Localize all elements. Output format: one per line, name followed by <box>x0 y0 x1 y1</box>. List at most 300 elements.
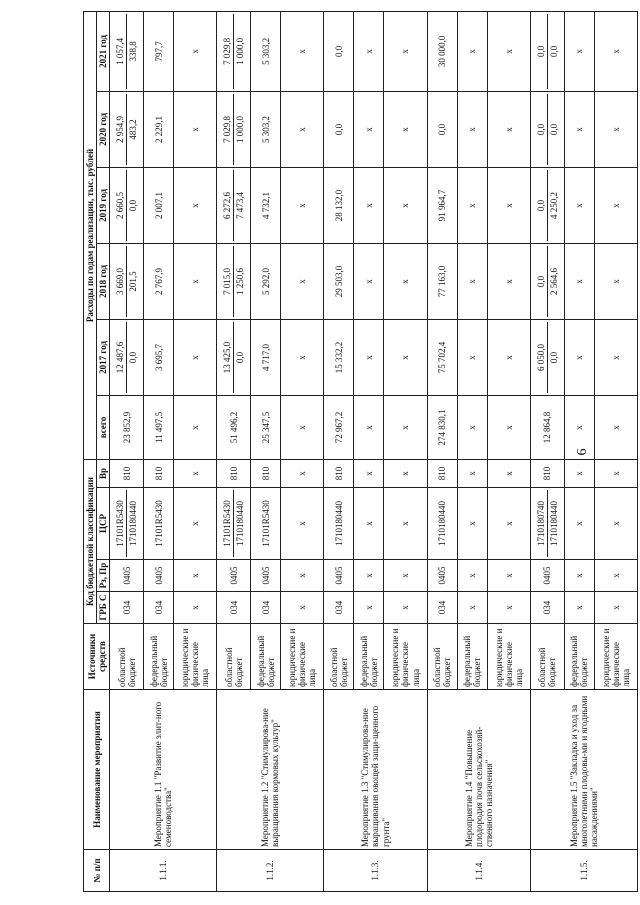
total-cell: 25 347,5 <box>251 395 281 459</box>
year-value: x <box>467 279 478 284</box>
grbs-cell: x <box>457 592 487 624</box>
measure-name: Мероприятие 1.3 "Стимулирова-ние выращивания овощей защи-щенного грунта" <box>324 690 427 850</box>
header-expense-group: Расходы по годам реализации, тыс. рублей <box>84 11 97 459</box>
year-value: x <box>503 49 514 54</box>
rzpr-cell: 0405 <box>324 560 354 592</box>
year-value: x <box>297 355 308 360</box>
year-value: x <box>503 203 514 208</box>
year-value: x <box>467 203 478 208</box>
csr-cell <box>594 488 637 560</box>
year-value: 1 000,0 <box>235 37 246 65</box>
grbs-cell: 034 <box>324 592 354 624</box>
year-value: 7 015,0 <box>221 246 234 317</box>
year-value: x <box>363 355 374 360</box>
rzpr-cell: 0405 <box>427 560 457 592</box>
year-cell <box>281 243 324 319</box>
year-cell <box>564 167 594 243</box>
measure-name: Мероприятие 1.1 "Развитие элит-ного семеноводства" <box>110 690 217 850</box>
year-cell <box>487 319 530 395</box>
rzpr-cell: 0405 <box>251 560 281 592</box>
grbs-cell: x <box>594 592 637 624</box>
csr-cell <box>144 488 174 560</box>
measure-number: 1.1.2. <box>217 850 324 892</box>
csr-value: 1710180440 <box>333 501 344 546</box>
year-cell <box>594 11 637 91</box>
year-cell <box>530 319 564 395</box>
year-value: 1 000,0 <box>235 115 246 143</box>
year-cell <box>457 91 487 167</box>
vr-cell: x <box>354 459 384 487</box>
csr-cell <box>564 488 594 560</box>
year-value: x <box>400 127 411 132</box>
year-cell <box>487 167 530 243</box>
source-cell: юридические и физические лица <box>384 624 427 690</box>
measure-number: 1.1.4. <box>427 850 530 892</box>
year-cell <box>281 91 324 167</box>
year-value: 6 272,6 <box>221 170 234 241</box>
source-cell: областной бюджет <box>530 624 564 690</box>
year-value: 0,0 <box>548 351 559 364</box>
header-rzpr: Рз, Пр <box>97 560 110 592</box>
csr-cell <box>427 488 457 560</box>
year-cell <box>487 91 530 167</box>
header-year-2018: 2018 год <box>97 243 110 319</box>
year-value: x <box>574 49 585 54</box>
year-cell <box>144 11 174 91</box>
year-cell <box>384 91 427 167</box>
year-value: x <box>610 127 621 132</box>
year-cell <box>457 243 487 319</box>
rzpr-cell: x <box>384 560 427 592</box>
rzpr-cell: x <box>564 560 594 592</box>
rzpr-cell: 0405 <box>110 560 144 592</box>
header-year-2017: 2017 год <box>97 319 110 395</box>
year-value: x <box>574 127 585 132</box>
year-value: x <box>190 49 201 54</box>
vr-cell: 810 <box>217 459 251 487</box>
table-row <box>324 11 354 891</box>
year-cell <box>530 243 564 319</box>
year-cell <box>144 243 174 319</box>
csr-cell <box>457 488 487 560</box>
year-cell <box>251 11 281 91</box>
year-value: 29 503,0 <box>333 265 344 298</box>
year-cell <box>530 91 564 167</box>
year-cell <box>564 319 594 395</box>
year-value: x <box>190 355 201 360</box>
total-cell: x <box>354 395 384 459</box>
year-cell <box>427 11 457 91</box>
year-cell <box>217 243 251 319</box>
year-cell <box>174 91 217 167</box>
table-row <box>530 11 564 891</box>
year-cell <box>217 319 251 395</box>
year-value: x <box>503 127 514 132</box>
csr-cell <box>110 488 144 560</box>
year-value: 4 717,0 <box>260 343 271 371</box>
year-cell <box>354 11 384 91</box>
vr-cell: x <box>564 459 594 487</box>
year-cell <box>110 167 144 243</box>
total-cell: x <box>384 395 427 459</box>
total-cell: 12 864,8 <box>530 395 564 459</box>
grbs-cell: 034 <box>217 592 251 624</box>
year-cell <box>457 11 487 91</box>
header-vr: Вр <box>97 459 110 487</box>
source-cell: федеральный бюджет <box>457 624 487 690</box>
csr-cell <box>324 488 354 560</box>
year-value: x <box>400 279 411 284</box>
year-value: x <box>190 127 201 132</box>
year-cell <box>457 319 487 395</box>
year-value: x <box>400 203 411 208</box>
year-value: 2 767,9 <box>153 267 164 295</box>
vr-cell: x <box>594 459 637 487</box>
year-cell <box>217 91 251 167</box>
year-value: 483,2 <box>128 119 139 140</box>
year-value: x <box>574 355 585 360</box>
year-cell <box>110 11 144 91</box>
year-cell <box>487 11 530 91</box>
header-num: № п/п <box>84 850 110 892</box>
year-cell <box>427 167 457 243</box>
vr-cell: 810 <box>110 459 144 487</box>
year-cell <box>281 167 324 243</box>
year-value: x <box>574 279 585 284</box>
year-value: 4 732,1 <box>260 191 271 219</box>
year-value: 2 564,6 <box>548 267 559 295</box>
header-source: Источники средств <box>84 624 110 690</box>
year-cell <box>251 167 281 243</box>
year-value: 0,0 <box>333 123 344 136</box>
total-cell: x <box>487 395 530 459</box>
csr-value: x <box>574 521 585 526</box>
total-cell: 72 967,2 <box>324 395 354 459</box>
year-value: 2 660,5 <box>114 170 127 241</box>
year-value: 0,0 <box>535 14 548 89</box>
source-cell: федеральный бюджет <box>144 624 174 690</box>
year-cell <box>594 167 637 243</box>
grbs-cell: x <box>174 592 217 624</box>
year-value: x <box>467 355 478 360</box>
rzpr-cell: x <box>174 560 217 592</box>
year-cell <box>427 91 457 167</box>
page-number: 6 <box>575 448 590 456</box>
csr-value: 17101R5430 <box>221 490 234 557</box>
year-cell <box>110 91 144 167</box>
vr-cell: 810 <box>324 459 354 487</box>
year-value: x <box>190 279 201 284</box>
total-cell: 11 497,5 <box>144 395 174 459</box>
total-cell: x <box>564 395 594 459</box>
source-cell: федеральный бюджет <box>354 624 384 690</box>
table-row <box>110 11 144 891</box>
source-cell: федеральный бюджет <box>564 624 594 690</box>
header-grbs: ГРБ С <box>97 592 110 624</box>
csr-value: 1710180740 <box>535 490 548 557</box>
header-code-group: Код бюджетной классификации <box>84 459 97 623</box>
csr-value: x <box>297 521 308 526</box>
vr-cell: x <box>487 459 530 487</box>
year-value: 2 954,9 <box>114 94 127 165</box>
total-cell: x <box>281 395 324 459</box>
year-cell <box>564 243 594 319</box>
grbs-cell: x <box>384 592 427 624</box>
year-value: 5 303,2 <box>260 37 271 65</box>
year-cell <box>217 11 251 91</box>
csr-value: x <box>610 521 621 526</box>
csr-cell <box>281 488 324 560</box>
year-cell <box>251 319 281 395</box>
grbs-cell: 034 <box>144 592 174 624</box>
csr-cell <box>530 488 564 560</box>
csr-cell <box>487 488 530 560</box>
year-value: 0,0 <box>128 351 139 364</box>
year-value: x <box>400 355 411 360</box>
csr-cell <box>217 488 251 560</box>
year-cell <box>324 91 354 167</box>
year-value: x <box>610 355 621 360</box>
total-cell: x <box>457 395 487 459</box>
header-year-2019: 2019 год <box>97 167 110 243</box>
year-cell <box>354 91 384 167</box>
measure-number: 1.1.1. <box>110 850 217 892</box>
year-value: 1 250,6 <box>235 267 246 295</box>
year-value: 201,5 <box>128 271 139 292</box>
csr-value: 1710180440 <box>128 501 139 546</box>
rzpr-cell: 0405 <box>144 560 174 592</box>
year-cell <box>354 167 384 243</box>
year-cell <box>281 319 324 395</box>
year-cell <box>594 319 637 395</box>
year-value: x <box>297 49 308 54</box>
year-value: x <box>610 279 621 284</box>
year-value: 797,7 <box>153 41 164 62</box>
year-cell <box>354 243 384 319</box>
measure-name: Мероприятие 1.5 "Закладка и уход за многолетними плодовы-ми и ягодными насаждениями" <box>530 690 637 850</box>
source-cell: областной бюджет <box>427 624 457 690</box>
year-value: x <box>400 49 411 54</box>
vr-cell: 810 <box>251 459 281 487</box>
header-year-2020: 2020 год <box>97 91 110 167</box>
year-value: x <box>363 203 374 208</box>
year-cell <box>110 243 144 319</box>
year-cell <box>144 167 174 243</box>
year-cell <box>530 11 564 91</box>
year-value: 0,0 <box>535 246 548 317</box>
year-value: x <box>363 279 374 284</box>
year-value: x <box>610 49 621 54</box>
year-value: 0,0 <box>548 123 559 136</box>
year-value: 0,0 <box>548 45 559 58</box>
year-value: x <box>297 127 308 132</box>
vr-cell: 810 <box>530 459 564 487</box>
csr-cell <box>384 488 427 560</box>
year-cell <box>324 167 354 243</box>
source-cell: юридические и физические лица <box>281 624 324 690</box>
total-cell: x <box>174 395 217 459</box>
measure-name: Мероприятие 1.4 "Повышение плодородия почв сельскохозяй-ственного назначения" <box>427 690 530 850</box>
csr-cell <box>354 488 384 560</box>
rzpr-cell: x <box>354 560 384 592</box>
source-cell: областной бюджет <box>324 624 354 690</box>
year-cell <box>384 319 427 395</box>
year-value: 3 669,0 <box>114 246 127 317</box>
year-cell <box>564 11 594 91</box>
year-cell <box>110 319 144 395</box>
year-cell <box>594 91 637 167</box>
source-cell: юридические и физические лица <box>487 624 530 690</box>
year-cell <box>594 243 637 319</box>
year-cell <box>530 167 564 243</box>
year-value: 30 000,0 <box>437 35 448 68</box>
rzpr-cell: 0405 <box>217 560 251 592</box>
rzpr-cell: 0405 <box>530 560 564 592</box>
header-csr: ЦСР <box>97 488 110 560</box>
csr-value: x <box>400 521 411 526</box>
csr-value: 17101R5430 <box>153 500 164 547</box>
year-value: x <box>190 203 201 208</box>
year-cell <box>251 243 281 319</box>
year-cell <box>144 319 174 395</box>
total-cell: 51 496,2 <box>217 395 251 459</box>
year-value: 1 057,4 <box>114 14 127 89</box>
table-body <box>110 11 638 891</box>
grbs-cell: x <box>564 592 594 624</box>
year-value: 91 964,7 <box>437 189 448 222</box>
grbs-cell: x <box>487 592 530 624</box>
grbs-cell: 034 <box>530 592 564 624</box>
year-value: x <box>363 49 374 54</box>
year-cell <box>457 167 487 243</box>
grbs-cell: x <box>354 592 384 624</box>
year-cell <box>564 91 594 167</box>
year-value: 0,0 <box>128 199 139 212</box>
grbs-cell: x <box>281 592 324 624</box>
vr-cell: x <box>457 459 487 487</box>
vr-cell: x <box>281 459 324 487</box>
source-cell: юридические и физические лица <box>174 624 217 690</box>
year-value: 0,0 <box>333 45 344 58</box>
csr-value: 17101R5430 <box>260 500 271 547</box>
year-cell <box>427 243 457 319</box>
vr-cell: x <box>384 459 427 487</box>
year-cell <box>427 319 457 395</box>
year-value: x <box>574 203 585 208</box>
year-cell <box>324 11 354 91</box>
year-value: 2 007,1 <box>153 191 164 219</box>
csr-value: 1710180440 <box>437 501 448 546</box>
year-cell <box>251 91 281 167</box>
csr-value: 1710180440 <box>235 501 246 546</box>
year-cell <box>324 243 354 319</box>
year-cell <box>174 243 217 319</box>
total-cell: 23 852,9 <box>110 395 144 459</box>
year-value: 15 332,2 <box>333 341 344 374</box>
year-value: x <box>467 49 478 54</box>
year-value: 0,0 <box>437 123 448 136</box>
rzpr-cell: x <box>281 560 324 592</box>
year-value: 13 425,0 <box>221 322 234 393</box>
year-cell <box>144 91 174 167</box>
measure-number: 1.1.3. <box>324 850 427 892</box>
year-cell <box>281 11 324 91</box>
source-cell: областной бюджет <box>217 624 251 690</box>
year-cell <box>384 11 427 91</box>
year-value: x <box>503 279 514 284</box>
total-cell: x <box>594 395 637 459</box>
year-value: 4 250,2 <box>548 191 559 219</box>
rotated-content <box>75 2 635 902</box>
year-value: x <box>503 355 514 360</box>
year-value: 5 292,0 <box>260 267 271 295</box>
year-value: x <box>297 279 308 284</box>
measure-name: Мероприятие 1.2 "Стимулирова-ние выращивания кормовых культур" <box>217 690 324 850</box>
year-cell <box>384 243 427 319</box>
year-cell <box>217 167 251 243</box>
year-value: x <box>610 203 621 208</box>
year-cell <box>324 319 354 395</box>
year-value: 0,0 <box>535 94 548 165</box>
year-value: 7 029,8 <box>221 14 234 89</box>
year-value: 0,0 <box>235 351 246 364</box>
grbs-cell: 034 <box>427 592 457 624</box>
header-total: всего <box>97 395 110 459</box>
rzpr-cell: x <box>487 560 530 592</box>
year-value: x <box>297 203 308 208</box>
csr-cell <box>251 488 281 560</box>
source-cell: областной бюджет <box>110 624 144 690</box>
year-value: 3 695,7 <box>153 343 164 371</box>
year-value: 6 050,0 <box>535 322 548 393</box>
header-name: Наименование мероприятия <box>84 690 110 850</box>
year-value: 12 487,6 <box>114 322 127 393</box>
year-cell <box>354 319 384 395</box>
header-year-2021: 2021 год <box>97 11 110 91</box>
vr-cell: 810 <box>427 459 457 487</box>
source-cell: федеральный бюджет <box>251 624 281 690</box>
rzpr-cell: x <box>457 560 487 592</box>
year-value: 75 702,4 <box>437 341 448 374</box>
csr-value: 17101R5430 <box>114 490 127 557</box>
year-value: 0,0 <box>535 170 548 241</box>
total-cell: 274 830,1 <box>427 395 457 459</box>
vr-cell: x <box>174 459 217 487</box>
csr-value: x <box>190 521 201 526</box>
table-row <box>217 11 251 891</box>
year-cell <box>174 319 217 395</box>
year-value: 77 163,0 <box>437 265 448 298</box>
year-value: 2 229,1 <box>153 115 164 143</box>
rzpr-cell: x <box>594 560 637 592</box>
year-value: 5 303,2 <box>260 115 271 143</box>
csr-cell <box>174 488 217 560</box>
source-cell: юридические и физические лица <box>594 624 637 690</box>
table-row <box>427 11 457 891</box>
year-value: 7 473,4 <box>235 191 246 219</box>
csr-value: x <box>503 521 514 526</box>
year-cell <box>384 167 427 243</box>
budget-table <box>83 11 638 892</box>
grbs-cell: 034 <box>251 592 281 624</box>
csr-value: x <box>467 521 478 526</box>
year-value: 338,8 <box>128 41 139 62</box>
year-value: x <box>363 127 374 132</box>
table-header <box>84 11 110 891</box>
measure-number: 1.1.5. <box>530 850 637 892</box>
year-value: x <box>467 127 478 132</box>
grbs-cell: 034 <box>110 592 144 624</box>
